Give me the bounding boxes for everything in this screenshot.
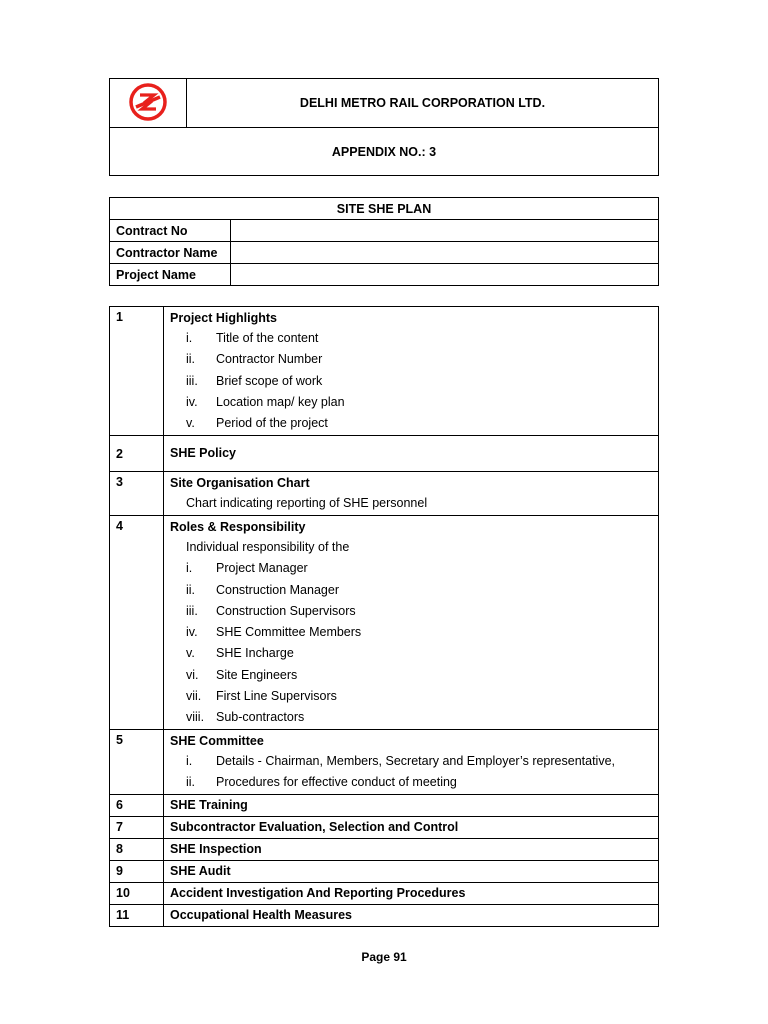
appendix-number: APPENDIX NO.: 3 <box>110 128 659 176</box>
page-number: Page 91 <box>361 950 407 964</box>
project-name-value <box>231 264 659 286</box>
table-row <box>110 816 659 838</box>
section-number: 6 <box>110 794 164 816</box>
section-number: 8 <box>110 838 164 860</box>
section-title: Accident Investigation And Reporting Procedures <box>164 882 659 904</box>
list-item <box>170 622 652 643</box>
logo-cell <box>110 79 187 128</box>
item-numeral: i. <box>186 753 193 768</box>
section-number: 1 <box>110 307 164 436</box>
item-text: Title of the content <box>216 331 319 345</box>
list-item <box>170 558 652 579</box>
section-title: SHE Audit <box>164 860 659 882</box>
item-text: First Line Supervisors <box>216 689 337 704</box>
list-item <box>170 665 652 686</box>
section-note: Chart indicating reporting of SHE personnel <box>186 496 428 510</box>
plan-title: SITE SHE PLAN <box>110 198 659 220</box>
item-numeral: iv. <box>186 394 198 409</box>
section-number: 10 <box>110 882 164 904</box>
item-text: Project Manager <box>216 561 308 576</box>
contractor-name-value <box>231 242 659 264</box>
list-item <box>170 580 652 601</box>
section-title: Project Highlights <box>170 311 277 325</box>
table-row <box>110 307 659 436</box>
item-text: Sub-contractors <box>216 710 305 725</box>
item-text: SHE Incharge <box>216 646 294 661</box>
list-item <box>170 751 652 772</box>
section-title: SHE Policy <box>170 445 236 460</box>
list-item <box>170 601 652 622</box>
item-numeral: i. <box>186 331 193 345</box>
table-row <box>110 904 659 926</box>
item-numeral: vii. <box>186 689 202 704</box>
header-table <box>109 78 659 176</box>
list-item <box>170 392 652 413</box>
list-item <box>170 328 652 349</box>
item-text: Location map/ key plan <box>216 394 345 409</box>
item-numeral: vi. <box>186 667 199 682</box>
item-text: Construction Supervisors <box>216 603 356 618</box>
section-number: 4 <box>110 516 164 730</box>
section-number: 5 <box>110 729 164 794</box>
list-item <box>170 349 652 370</box>
item-text: Procedures for effective conduct of meeting <box>216 774 457 789</box>
list-item <box>170 643 652 664</box>
item-numeral: v. <box>186 416 195 431</box>
dmrc-logo-icon <box>127 81 169 123</box>
section-note: Individual responsibility of the <box>186 540 350 554</box>
table-row <box>110 242 659 264</box>
list-item <box>170 772 652 793</box>
section-body <box>164 436 659 472</box>
list-item <box>170 413 652 434</box>
contract-no-label: Contract No <box>110 220 231 242</box>
section-body <box>164 307 659 436</box>
table-row <box>110 472 659 516</box>
table-row <box>110 860 659 882</box>
table-row <box>110 264 659 286</box>
item-numeral: ii. <box>186 774 196 789</box>
list-item <box>170 707 652 728</box>
table-row <box>110 220 659 242</box>
item-text: Contractor Number <box>216 352 323 367</box>
section-title: Occupational Health Measures <box>164 904 659 926</box>
section-body <box>164 472 659 516</box>
section-title: Subcontractor Evaluation, Selection and Control <box>164 816 659 838</box>
site-she-plan-table <box>109 197 659 286</box>
contractor-name-label: Contractor Name <box>110 242 231 264</box>
section-number: 11 <box>110 904 164 926</box>
section-number: 3 <box>110 472 164 516</box>
item-text: Details - Chairman, Members, Secretary and Employer’s representative, <box>216 753 615 768</box>
table-row <box>110 516 659 730</box>
section-title: Roles & Responsibility <box>170 520 306 534</box>
item-numeral: v. <box>186 646 195 661</box>
list-item <box>170 371 652 392</box>
item-text: Period of the project <box>216 416 328 431</box>
list-item <box>170 686 652 707</box>
table-row <box>110 436 659 472</box>
section-body <box>164 516 659 730</box>
section-number: 9 <box>110 860 164 882</box>
section-title: Site Organisation Chart <box>170 476 310 490</box>
item-numeral: i. <box>186 561 193 576</box>
item-numeral: iii. <box>186 373 198 388</box>
item-numeral: iv. <box>186 625 198 640</box>
item-numeral: ii. <box>186 352 196 367</box>
organization-name: DELHI METRO RAIL CORPORATION LTD. <box>187 79 659 128</box>
section-number: 7 <box>110 816 164 838</box>
item-numeral: iii. <box>186 603 198 618</box>
plan-sections-table <box>109 306 659 927</box>
table-row <box>110 838 659 860</box>
project-name-label: Project Name <box>110 264 231 286</box>
table-row <box>110 729 659 794</box>
contract-no-value <box>231 220 659 242</box>
section-title: SHE Committee <box>170 733 264 748</box>
item-text: SHE Committee Members <box>216 625 362 640</box>
item-numeral: ii. <box>186 582 196 597</box>
table-row <box>110 794 659 816</box>
table-row <box>110 882 659 904</box>
item-text: Construction Manager <box>216 582 339 597</box>
item-text: Brief scope of work <box>216 373 323 388</box>
section-title: SHE Training <box>164 794 659 816</box>
item-text: Site Engineers <box>216 667 298 682</box>
section-body <box>164 729 659 794</box>
section-title: SHE Inspection <box>164 838 659 860</box>
item-numeral: viii. <box>186 710 205 725</box>
section-number: 2 <box>110 436 164 472</box>
